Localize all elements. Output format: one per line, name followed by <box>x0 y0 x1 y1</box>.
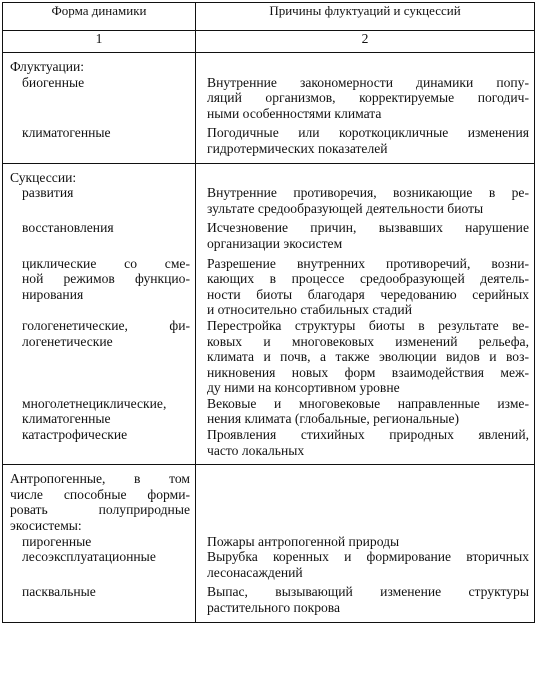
cause-line: Выпас, вызывающий изменение структуры <box>207 584 529 600</box>
group-title: Флуктуации: <box>10 59 85 74</box>
form-label: климатогенные <box>22 411 111 427</box>
group-title: Антропогенные, в том <box>10 471 190 487</box>
cause-line: организации экосистем <box>207 235 343 251</box>
group-title: экосистемы: <box>10 518 82 534</box>
form-label: ной режимов функцио- <box>22 271 190 287</box>
group-title: Сукцессии: <box>10 169 77 185</box>
form-label: логенетические <box>22 333 113 349</box>
cause-line: Пожары антропогенной природы <box>207 533 400 549</box>
cause-line: Проявления стихийных природных явлений, <box>207 427 529 443</box>
cause-line: кающих в процессе средообразующей деятель- <box>207 271 529 287</box>
cause-line: Перестройка структуры биоты в результате ве- <box>207 317 529 333</box>
cause-line: растительного покрова <box>207 600 341 615</box>
group-fluctuations-causes <box>196 53 535 164</box>
cause-line: и относительно стабильных стадий <box>207 302 412 318</box>
cause-line: Исчезновение причин, вызвавших нарушение <box>207 220 529 236</box>
header-col-causes: Причины флуктуаций и сукцессий <box>196 3 535 31</box>
form-label: циклические со сме- <box>22 255 190 271</box>
cause-line: климата и почв, а также эволюции видов и воз- <box>207 349 529 365</box>
cause-line: лесонасаждений <box>207 564 303 580</box>
group-anthropogenic-causes <box>196 465 535 622</box>
header-row <box>3 3 535 31</box>
cause-line: Внутренние закономерности динамики попу- <box>207 74 529 90</box>
cause-line: гидротермических показателей <box>207 140 388 156</box>
cause-line: ковых и многовековых изменений рельефа, <box>207 333 529 349</box>
cause-line: Вырубка коренных и формирование вторичных <box>207 549 529 565</box>
form-label: гологенетические, фи- <box>22 317 190 333</box>
group-anthropogenic-forms <box>3 465 196 622</box>
form-label: развития <box>22 185 74 201</box>
form-label: восстановления <box>22 220 114 236</box>
column-number-row <box>3 31 535 53</box>
header-col-form: Форма динамики <box>3 3 196 31</box>
cause-line: ду ними на консортивном уровне <box>207 380 400 396</box>
cause-line: Вековые и многовековые направленные изме- <box>207 395 529 411</box>
group-title: ровать полуприродные <box>10 502 190 518</box>
cause-line: никновения новых форм взаимодействия меж- <box>207 364 529 380</box>
cause-line: часто локальных <box>207 442 305 458</box>
form-label: нирования <box>22 286 84 302</box>
cause-line: Погодичные или короткоцикличные изменения <box>207 125 529 141</box>
cause-line: ляций организмов, корректируемые погодич- <box>207 90 529 106</box>
cause-line: Внутренние противоречия, возникающие в ре- <box>207 185 529 201</box>
form-label: лесоэксплуатационные <box>22 549 156 565</box>
group-anthropogenic <box>3 465 535 622</box>
group-successions-forms <box>3 163 196 465</box>
group-successions <box>3 163 535 465</box>
form-label: климатогенные <box>22 125 111 141</box>
group-fluctuations <box>3 53 535 164</box>
column-number-1: 1 <box>3 31 196 53</box>
cause-line: ными особенностями климата <box>207 105 382 121</box>
form-label: пасквальные <box>22 584 96 600</box>
column-number-2: 2 <box>196 31 535 53</box>
cause-line: Разрешение внутренних противоречий, возни- <box>207 255 529 271</box>
cause-line: нения климата (глобальные, региональные) <box>207 411 460 427</box>
group-successions-causes <box>196 163 535 465</box>
form-label: биогенные <box>22 74 85 90</box>
cause-line: ности биоты благодаря чередованию серийных <box>207 286 529 302</box>
form-label: пирогенные <box>22 533 92 549</box>
form-label: катастрофические <box>22 427 128 443</box>
cause-line: зультате средообразующей деятельности биоты <box>207 200 484 216</box>
form-label: многолетнециклические, <box>22 395 167 411</box>
group-fluctuations-forms <box>3 53 196 164</box>
dynamics-table <box>2 2 535 623</box>
group-title: числе способные форми- <box>10 486 190 502</box>
